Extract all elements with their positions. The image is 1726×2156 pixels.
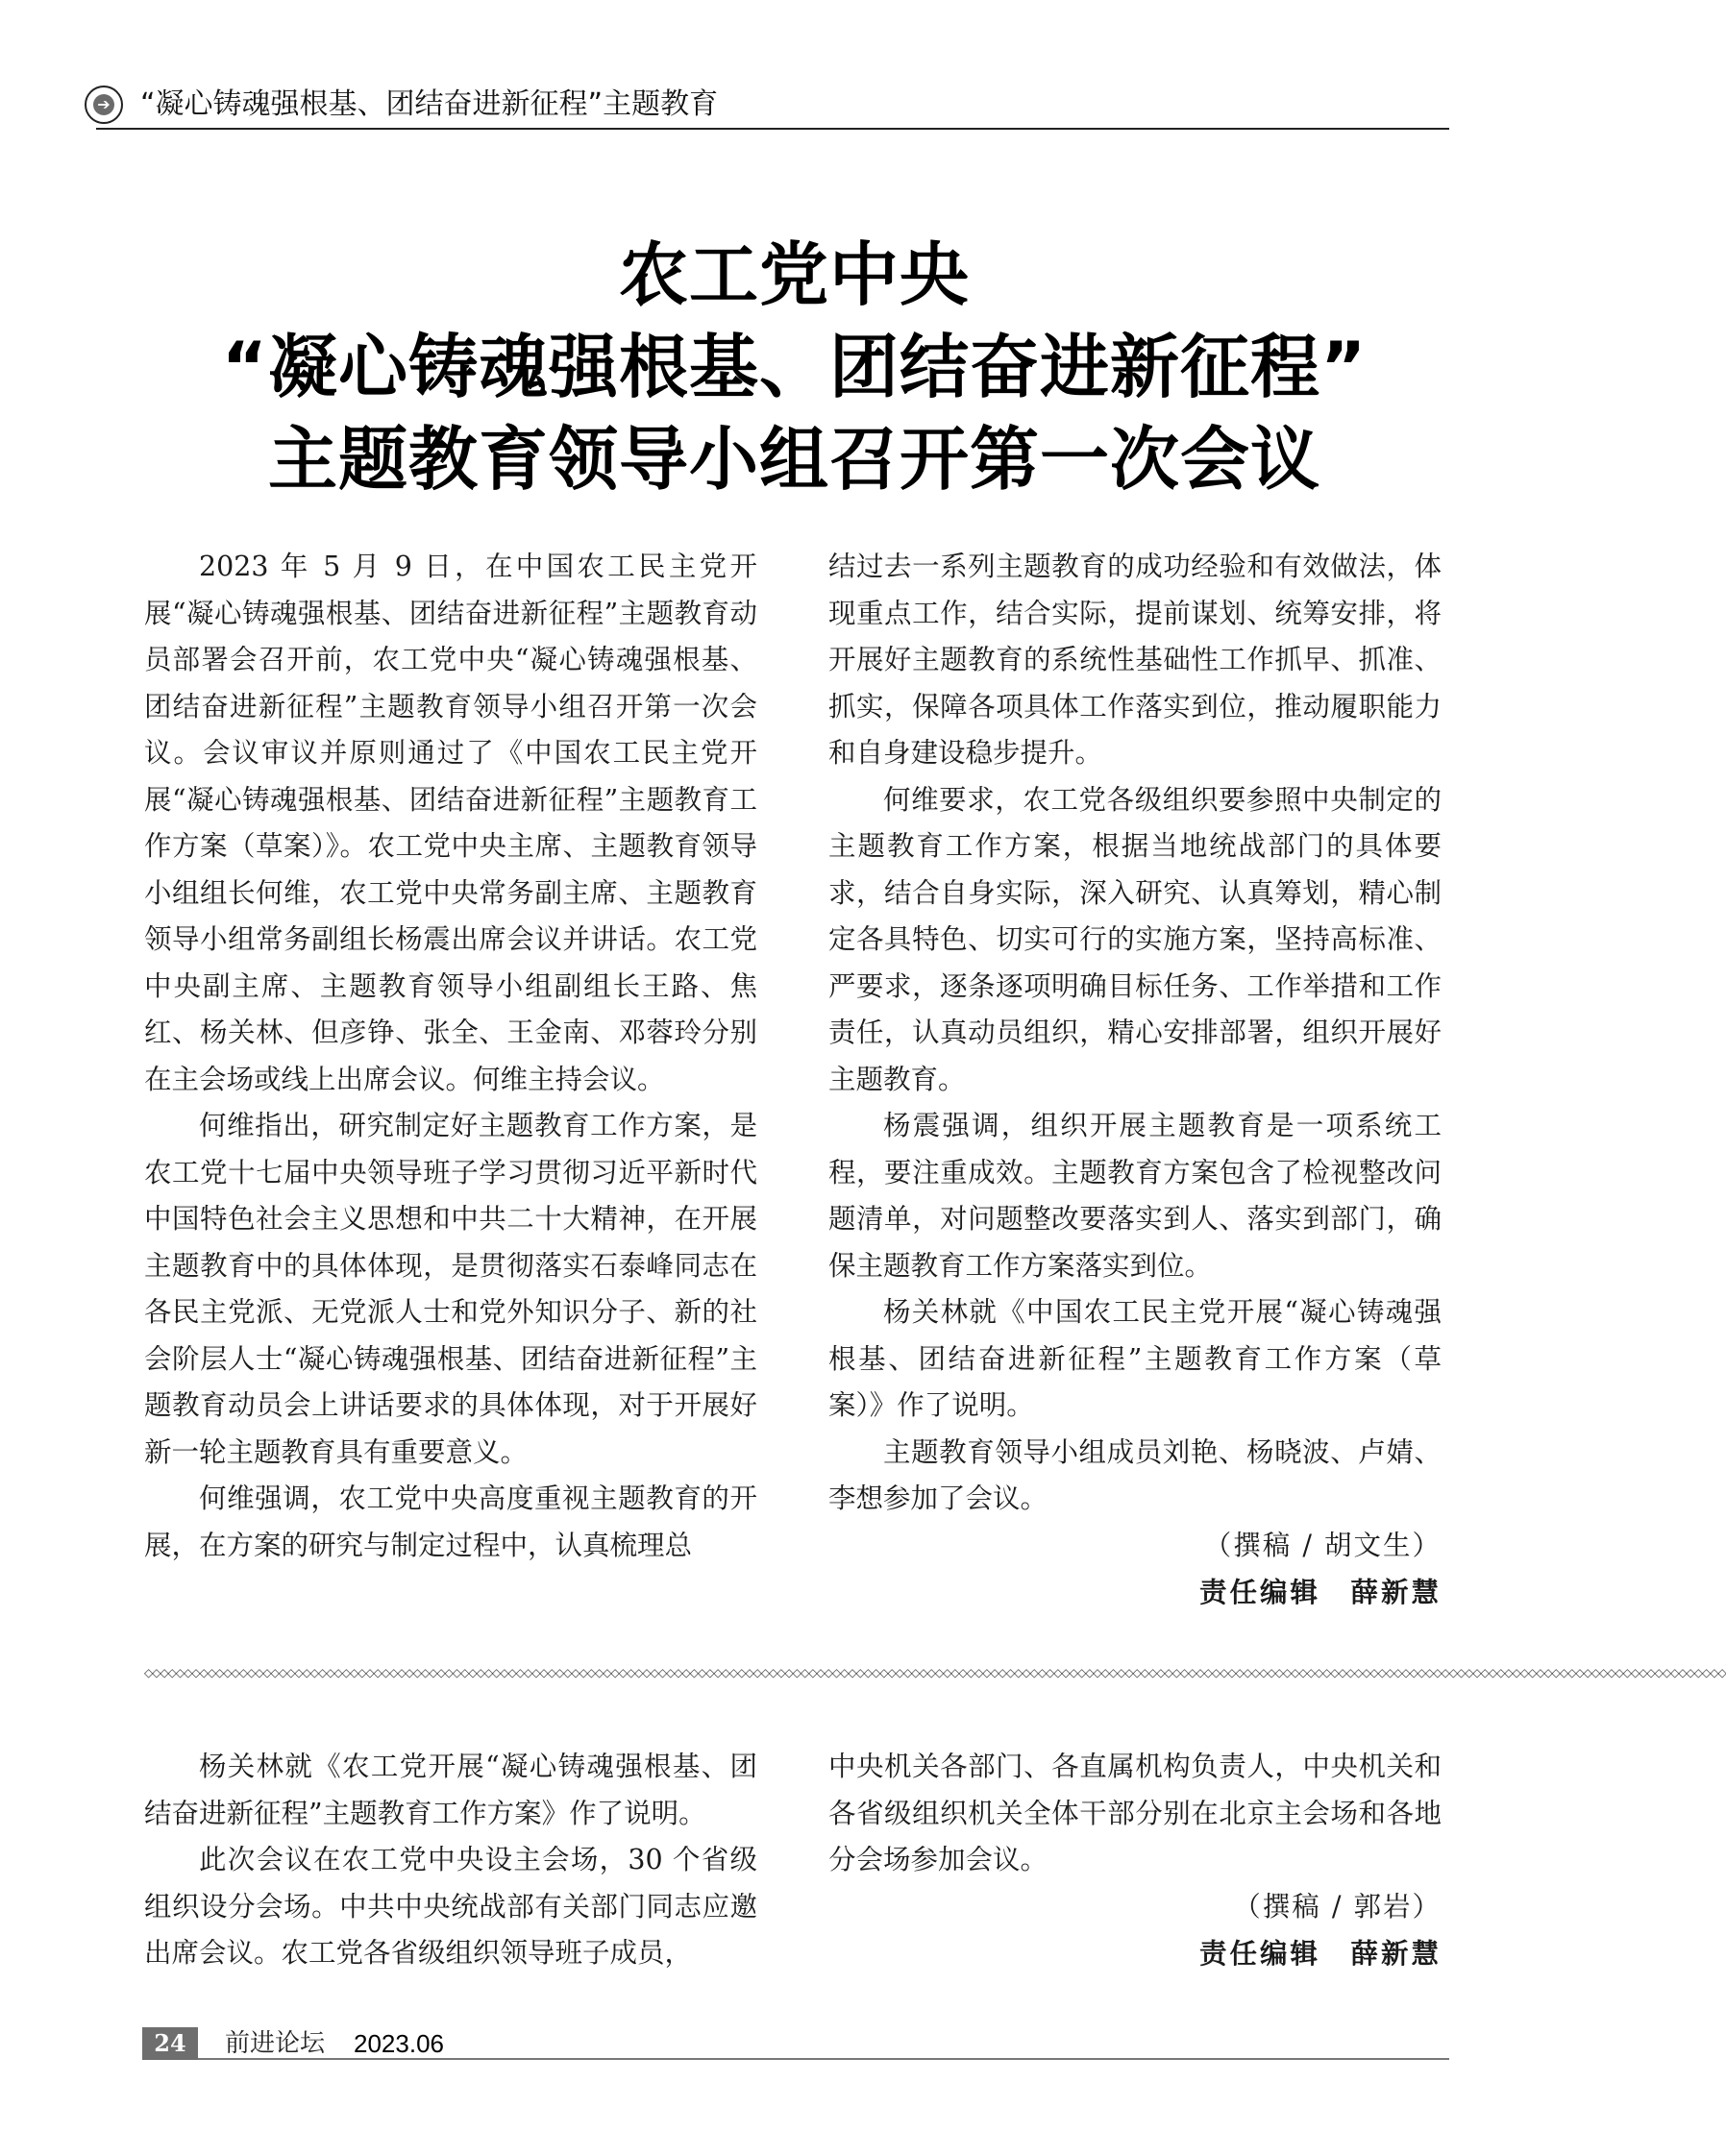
arrow-glyph: ➔ xyxy=(93,94,114,115)
paragraph-continuation: 结过去一系列主题教育的成功经验和有效做法，体现重点工作，结合实际，提前谋划、统筹安排，将开展好主题教育的系统性基础性工作抓早、抓准、抓实，保障各项具体工作落实到位，推动履职能力和自身建设稳步提升。 xyxy=(828,551,1442,769)
diamond-divider: ◇◇◇◇◇◇◇◇◇◇◇◇◇◇◇◇◇◇◇◇◇◇◇◇◇◇◇◇◇◇◇◇◇◇◇◇◇◇◇◇◇◇◇◇◇◇◇◇◇◇◇◇◇◇◇◇◇◇◇◇◇◇◇◇◇◇◇◇◇◇◇◇◇◇◇◇◇◇◇◇◇◇◇◇◇◇◇◇◇◇◇◇◇◇◇◇◇◇◇◇◇◇◇◇◇◇◇◇◇◇◇◇◇◇◇◇◇◇◇◇◇◇◇◇◇◇◇◇◇◇◇◇◇◇◇◇◇◇◇◇◇◇◇◇◇◇◇◇◇◇◇◇◇◇◇◇◇◇◇◇◇◇◇◇◇◇◇◇◇◇◇◇◇◇◇◇◇◇◇◇◇◇◇◇◇◇◇◇◇◇◇◇◇◇◇◇◇◇◇◇ xyxy=(144,1666,1726,1679)
magazine-name: 前进论坛 xyxy=(225,2029,326,2058)
paragraph: 杨震强调，组织开展主题教育是一项系统工程，要注重成效。主题教育方案包含了检视整改问题清单，对问题整改要落实到人、落实到部门，确保主题教育工作方案落实到位。 xyxy=(828,1110,1442,1282)
paragraph: 何维强调，农工党中央高度重视主题教育的开展，在方案的研究与制定过程中，认真梳理总 xyxy=(144,1482,757,1561)
title-line: 主题教育领导小组召开第一次会议 xyxy=(267,419,1320,500)
article2-right-column xyxy=(828,1744,1442,1977)
title-line: 农工党中央 xyxy=(618,234,970,315)
page-footer xyxy=(142,2027,1449,2060)
issue-number: 2023.06 xyxy=(354,2029,444,2058)
header-rule xyxy=(96,128,1449,130)
paragraph: 主题教育领导小组成员刘艳、杨晓波、卢婧、李想参加了会议。 xyxy=(828,1435,1442,1514)
arrow-right-circle-icon xyxy=(85,86,123,124)
title-line: “凝心铸魂强根基、团结奋进新征程” xyxy=(221,327,1368,407)
article1-left-column xyxy=(144,544,757,1569)
editor-credit: 责任编辑 薛新慧 xyxy=(1198,1937,1442,1970)
paragraph: 何维指出，研究制定好主题教育工作方案，是农工党十七届中央领导班子学习贯彻习近平新时代中国特色社会主义思想和中共二十大精神，在开展主题教育中的具体体现，是贯彻落实石泰峰同志在各民主党派、无党派人士和党外知识分子、新的社会阶层人士“凝心铸魂强根基、团结奋进新征程”主题教育动员会上讲话要求的具体体现，对于开展好新一轮主题教育具有重要意义。 xyxy=(144,1110,757,1468)
paragraph-continuation: 中央机关各部门、各直属机构负责人，中央机关和各省级组织机关全体干部分别在北京主会场和各地分会场参加会议。 xyxy=(828,1751,1442,1875)
editor-credit: 责任编辑 薛新慧 xyxy=(1198,1576,1442,1608)
writer-credit: （撰稿 / 胡文生） xyxy=(1203,1529,1442,1561)
page-number: 24 xyxy=(142,2027,198,2060)
paragraph: 此次会议在农工党中央设主会场，30 个省级组织设分会场。中共中央统战部有关部门同志应邀出席会议。农工党各省级组织领导班子成员， xyxy=(144,1844,757,1969)
writer-credit: （撰稿 / 郭岩） xyxy=(1233,1890,1442,1923)
article2-left-column xyxy=(144,1744,757,1977)
paragraph: 杨关林就《中国农工民主党开展“凝心铸魂强根基、团结奋进新征程”主题教育工作方案（草案）》作了说明。 xyxy=(828,1296,1442,1421)
paragraph: 何维要求，农工党各级组织要参照中央制定的主题教育工作方案，根据当地统战部门的具体要求，结合自身实际，深入研究、认真筹划，精心制定各具特色、切实可行的实施方案，坚持高标准、严要求，逐条逐项明确目标任务、工作举措和工作责任，认真动员组织，精心安排部署，组织开展好主题教育。 xyxy=(828,783,1442,1095)
article1-right-column xyxy=(828,544,1442,1616)
running-header xyxy=(85,82,1449,130)
footer-rule xyxy=(198,2058,1449,2060)
paragraph: 2023 年 5 月 9 日，在中国农工民主党开展“凝心铸魂强根基、团结奋进新征程”主题教育动员部署会召开前，农工党中央“凝心铸魂强根基、团结奋进新征程”主题教育领导小组召开第一次会议。会议审议并原则通过了《中国农工民主党开展“凝心铸魂强根基、团结奋进新征程”主题教育工作方案（草案）》。农工党中央主席、主题教育领导小组组长何维，农工党中央常务副主席、主题教育领导小组常务副组长杨震出席会议并讲话。农工党中央副主席、主题教育领导小组副组长王路、焦红、杨关林、但彦铮、张全、王金南、邓蓉玲分别在主会场或线上出席会议。何维主持会议。 xyxy=(144,551,757,1095)
section-title: “凝心铸魂强根基、团结奋进新征程”主题教育 xyxy=(140,87,719,121)
paragraph: 杨关林就《农工党开展“凝心铸魂强根基、团结奋进新征程”主题教育工作方案》作了说明。 xyxy=(144,1751,757,1829)
article-title xyxy=(0,229,1589,505)
